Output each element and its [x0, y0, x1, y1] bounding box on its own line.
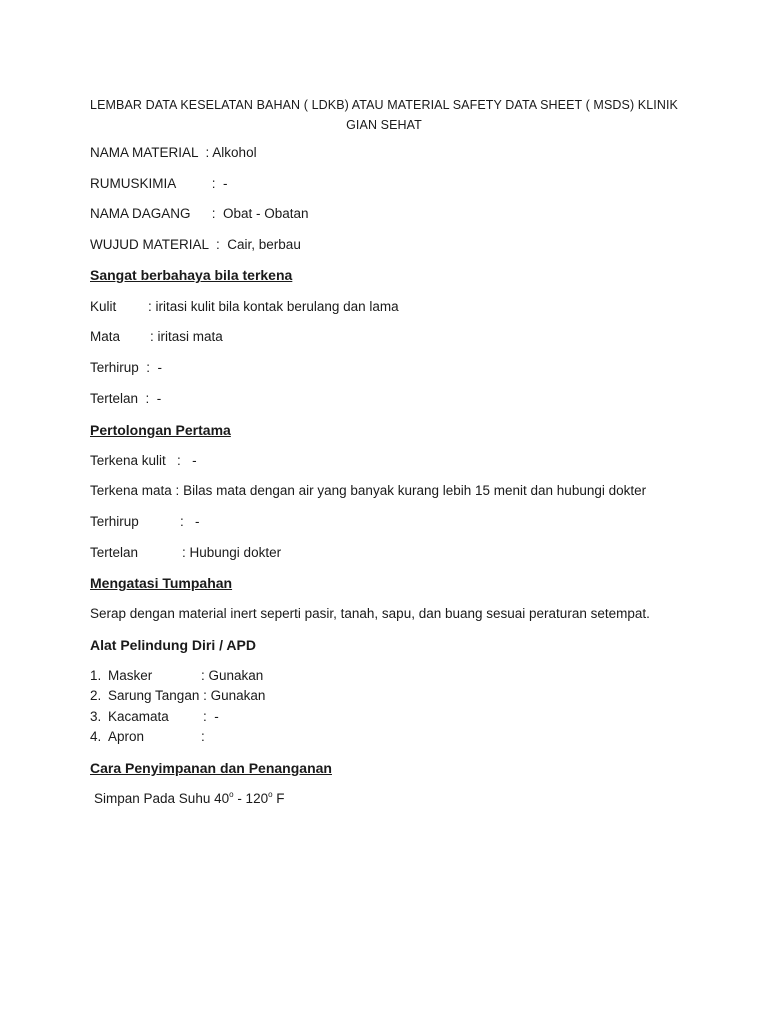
ppe-separator: : [199, 688, 211, 703]
first-aid-value: - [192, 453, 197, 468]
ppe-item [90, 728, 205, 746]
info-row-formula [90, 175, 228, 193]
storage-text [94, 790, 285, 808]
hazard-row-skin [90, 298, 399, 316]
first-aid-label: Tertelan [90, 545, 139, 560]
info-label: RUMUSKIMIA [90, 176, 177, 191]
first-aid-row-swallowed [90, 544, 281, 562]
info-label: WUJUD MATERIAL [90, 237, 209, 252]
hazard-value: - [157, 360, 163, 375]
storage-text-suffix: F [272, 791, 285, 806]
first-aid-value: - [195, 514, 200, 529]
storage-text-mid: - 120 [233, 791, 269, 806]
first-aid-row-skin [90, 452, 197, 470]
hazard-separator: : [138, 391, 157, 406]
ppe-item [90, 708, 219, 726]
first-aid-value: Bilas mata dengan air yang banyak kurang lebih 15 menit dan hubungi dokter [183, 483, 647, 498]
info-separator: : [208, 206, 224, 221]
hazard-row-eye [90, 328, 223, 346]
first-aid-separator: : [171, 483, 184, 498]
first-aid-row-inhaled [90, 513, 200, 531]
hazard-label: Terhirup [90, 360, 139, 375]
info-separator: : [198, 145, 213, 160]
first-aid-row-eye [90, 482, 646, 500]
ppe-number: 1. [90, 668, 102, 683]
ppe-label: Kacamata [108, 709, 169, 724]
ppe-label: Masker [108, 668, 153, 683]
degree-superscript: o [229, 790, 234, 799]
ppe-number: 2. [90, 688, 102, 703]
hazard-value: iritasi mata [157, 329, 223, 344]
ppe-number: 3. [90, 709, 102, 724]
spill-text: Serap dengan material inert seperti pasir, tanah, sapu, dan buang sesuai peraturan setempat. [90, 606, 650, 621]
first-aid-label: Terkena kulit [90, 453, 166, 468]
hazard-row-inhaled [90, 359, 162, 377]
info-value: Alkohol [212, 145, 257, 160]
hazard-row-swallowed [90, 390, 161, 408]
ppe-item [90, 667, 263, 685]
ppe-heading: Alat Pelindung Diri / APD [90, 637, 256, 653]
info-separator: : [208, 176, 224, 191]
hazard-separator: : [138, 360, 158, 375]
info-row-trade-name [90, 205, 309, 223]
ppe-label: Sarung Tangan [108, 688, 200, 703]
hazard-label: Tertelan [90, 391, 139, 406]
first-aid-separator: : [182, 545, 190, 560]
first-aid-label: Terhirup [90, 514, 139, 529]
first-aid-heading: Pertolongan Pertama [90, 422, 231, 438]
ppe-label: Apron [108, 729, 145, 744]
ppe-separator: : [201, 668, 209, 683]
hazard-heading: Sangat berbahaya bila terkena [90, 267, 293, 283]
first-aid-label: Terkena mata [90, 483, 172, 498]
document-title: LEMBAR DATA KESELATAN BAHAN ( LDKB) ATAU MATERIAL SAFETY DATA SHEET ( MSDS) KLINIK GIAN SEHAT [90, 98, 678, 132]
hazard-value: iritasi kulit bila kontak berulang dan lama [155, 299, 399, 314]
info-value: Cair, berbau [227, 237, 301, 252]
ppe-value: Gunakan [210, 688, 266, 703]
info-separator: : [208, 237, 228, 252]
ppe-separator: : [203, 709, 215, 724]
info-value: - [223, 176, 228, 191]
info-row-material-name-text [90, 144, 257, 162]
info-value: Obat - Obatan [223, 206, 309, 221]
first-aid-value: Hubungi dokter [189, 545, 282, 560]
ppe-value: - [214, 709, 219, 724]
hazard-value: - [156, 391, 162, 406]
spill-heading: Mengatasi Tumpahan [90, 575, 233, 591]
info-label: NAMA MATERIAL [90, 145, 199, 160]
storage-heading: Cara Penyimpanan dan Penanganan [90, 760, 332, 776]
hazard-label: Kulit [90, 299, 117, 314]
storage-text-prefix: Simpan Pada Suhu 40 [94, 791, 230, 806]
info-label: NAMA DAGANG [90, 206, 191, 221]
hazard-separator: : [148, 299, 156, 314]
ppe-number: 4. [90, 729, 102, 744]
first-aid-separator: : [165, 453, 193, 468]
hazard-separator: : [150, 329, 158, 344]
ppe-item [90, 687, 265, 705]
hazard-label: Mata [90, 329, 121, 344]
degree-superscript: o [268, 790, 273, 799]
first-aid-separator: : [180, 514, 196, 529]
ppe-value: Gunakan [208, 668, 264, 683]
ppe-separator: : [201, 729, 205, 744]
info-row-material-form [90, 236, 301, 254]
